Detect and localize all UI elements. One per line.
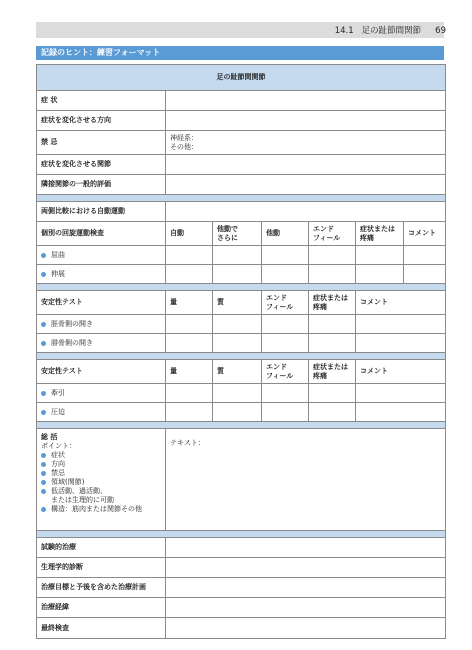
section-gap: [37, 422, 445, 429]
bilateral-row: [37, 202, 445, 222]
direction-row: [37, 111, 445, 131]
rom-cell[interactable]: [404, 246, 445, 264]
bullet-icon: [41, 391, 46, 396]
treatment-plan-row: [37, 578, 445, 598]
stab2-header-endfeel: エンド フィール: [262, 360, 309, 383]
rom-cell[interactable]: [166, 246, 213, 264]
stab2-header-symptom: 症状または 疼痛: [309, 360, 356, 383]
section-title: 足の趾節間関節: [361, 26, 422, 36]
section-gap: [37, 531, 445, 538]
direction-label: 症状を変化させる方向: [37, 111, 166, 130]
bullet-icon: [41, 471, 46, 476]
rom-cell[interactable]: [356, 265, 404, 283]
trial-treatment-field[interactable]: [166, 538, 445, 557]
rom-cell[interactable]: [309, 265, 356, 283]
stab1-cell[interactable]: [213, 315, 262, 333]
rom-cell[interactable]: [309, 246, 356, 264]
stab1-header-quantity: 量: [166, 291, 213, 314]
final-exam-label: 最終検査: [37, 618, 166, 638]
bullet-icon: [41, 453, 46, 458]
rom-header-symptom: 症状または 疼痛: [356, 222, 404, 245]
rom-header-test: 個別の回旋運動検査: [37, 222, 166, 245]
trial-treatment-row: [37, 538, 445, 558]
summary-point: 構造：筋肉または関節その他: [41, 505, 142, 514]
stab2-cell[interactable]: [309, 403, 356, 421]
stab2-header-comment: コメント: [360, 367, 388, 375]
treatment-plan-field[interactable]: [166, 578, 445, 597]
stab1-header-test: 安定性テスト: [37, 291, 166, 314]
section-gap: [37, 195, 445, 202]
rom-header-passive: 他動: [262, 222, 309, 245]
summary-point: 領域(関節): [41, 478, 84, 487]
contraindications-field[interactable]: [166, 131, 445, 154]
symptoms-label: 症 状: [37, 91, 166, 110]
stab2-cell[interactable]: [166, 403, 213, 421]
final-exam-row: [37, 618, 445, 638]
running-header: [335, 24, 446, 36]
treatment-course-field[interactable]: [166, 598, 445, 617]
stab2-row-compression: [37, 403, 445, 422]
stab1-cell[interactable]: [356, 334, 445, 352]
form-title-row: [37, 65, 445, 91]
changing-joint-row: [37, 155, 445, 175]
direction-field[interactable]: [166, 111, 445, 130]
stab2-header-quality: 質: [213, 360, 262, 383]
stab1-cell[interactable]: [262, 334, 309, 352]
treatment-plan-label: 治療目標と予後を含めた治療計画: [37, 578, 166, 597]
physio-diagnosis-row: [37, 558, 445, 578]
adjacent-joint-field[interactable]: [166, 175, 445, 194]
adjacent-joint-row: [37, 175, 445, 195]
summary-row: [37, 429, 445, 531]
stab1-cell[interactable]: [262, 315, 309, 333]
stab1-cell[interactable]: [213, 334, 262, 352]
changing-joint-field[interactable]: [166, 155, 445, 174]
treatment-course-row: [37, 598, 445, 618]
rom-cell[interactable]: [404, 265, 445, 283]
summary-left: [37, 429, 166, 530]
rom-flexion-label: 屈曲: [37, 246, 166, 264]
neural-note: 神経系：: [170, 133, 198, 142]
stab2-cell[interactable]: [213, 384, 262, 402]
bullet-icon: [41, 480, 46, 485]
symptoms-field[interactable]: [166, 91, 445, 110]
stab1-cell[interactable]: [309, 334, 356, 352]
stab1-row-tibial: [37, 315, 445, 334]
treatment-course-label: 治療経緯: [37, 598, 166, 617]
bullet-icon: [41, 462, 46, 467]
stab2-traction-label: 牽引: [37, 384, 166, 402]
stab1-cell[interactable]: [356, 315, 445, 333]
rom-cell[interactable]: [213, 246, 262, 264]
stab1-row-fibular: [37, 334, 445, 353]
summary-label: 総 括: [41, 433, 58, 441]
stab1-header-comment: コメント: [360, 298, 388, 306]
symptoms-row: [37, 91, 445, 111]
rom-header-comment: コメント: [408, 229, 436, 237]
stab2-header-quantity: 量: [166, 360, 213, 383]
contraindications-row: [37, 131, 445, 155]
stab1-cell[interactable]: [166, 334, 213, 352]
bullet-icon: [41, 253, 46, 258]
record-form: [36, 64, 446, 639]
stab2-cell[interactable]: [356, 403, 445, 421]
bilateral-label: 両側比較における自動運動: [37, 202, 166, 221]
bullet-icon: [41, 410, 46, 415]
other-note: その他：: [170, 142, 198, 151]
stab2-cell[interactable]: [356, 384, 445, 402]
summary-point: 方向: [41, 460, 65, 469]
summary-point: 禁忌: [41, 469, 65, 478]
stab2-header-row: [37, 360, 445, 384]
bullet-icon: [41, 322, 46, 327]
summary-text-field[interactable]: [166, 429, 445, 530]
stab1-cell[interactable]: [166, 315, 213, 333]
section-number: 14.1: [334, 26, 354, 36]
rom-row-extension: [37, 265, 445, 284]
stab2-compression-label: 圧迫: [37, 403, 166, 421]
stab2-header-test: 安定性テスト: [37, 360, 166, 383]
stab1-header-quality: 質: [213, 291, 262, 314]
summary-point: 症状: [41, 451, 65, 460]
rom-header-endfeel: エンド フィール: [309, 222, 356, 245]
form-title: 足の趾節間関節: [216, 73, 266, 81]
rom-cell[interactable]: [213, 265, 262, 283]
stab1-header-symptom: 症状または 疼痛: [309, 291, 356, 314]
rom-row-flexion: [37, 246, 445, 265]
rom-cell[interactable]: [356, 246, 404, 264]
rom-header-row: [37, 222, 445, 246]
rom-cell[interactable]: [262, 246, 309, 264]
contraindications-label: 禁 忌: [37, 131, 166, 154]
stab2-cell[interactable]: [213, 403, 262, 421]
stab1-fibular-label: 腓骨側の開き: [37, 334, 166, 352]
trial-treatment-label: 試験的治療: [37, 538, 166, 557]
stab2-row-traction: [37, 384, 445, 403]
section-gap: [37, 284, 445, 291]
bullet-icon: [41, 272, 46, 277]
physio-diagnosis-label: 生理学的診断: [37, 558, 166, 577]
rom-header-passive-further: 他動で さらに: [213, 222, 262, 245]
stab2-cell[interactable]: [262, 384, 309, 402]
summary-points-label: ポイント：: [41, 442, 76, 450]
stab1-header-endfeel: エンド フィール: [262, 291, 309, 314]
stab1-cell[interactable]: [309, 315, 356, 333]
summary-text-label: テキスト：: [170, 439, 205, 447]
section-gap: [37, 353, 445, 360]
stab2-cell[interactable]: [262, 403, 309, 421]
physio-diagnosis-field[interactable]: [166, 558, 445, 577]
bullet-icon: [41, 507, 46, 512]
practice-format-banner: 記録のヒント：練習フォーマット: [36, 46, 444, 60]
stab2-cell[interactable]: [309, 384, 356, 402]
stab1-tibial-label: 脛骨側の開き: [37, 315, 166, 333]
bullet-icon: [41, 489, 46, 494]
bilateral-field[interactable]: [166, 202, 445, 221]
summary-point: 低活動、過活動、: [41, 487, 107, 496]
stab1-header-row: [37, 291, 445, 315]
rom-cell[interactable]: [166, 265, 213, 283]
bullet-icon: [41, 341, 46, 346]
page-number: 69: [435, 26, 446, 36]
summary-point-continuation: または生理的に可動: [51, 496, 114, 504]
stab2-cell[interactable]: [166, 384, 213, 402]
rom-cell[interactable]: [262, 265, 309, 283]
changing-joint-label: 症状を変化させる関節: [37, 155, 166, 174]
rom-header-active: 自動: [166, 222, 213, 245]
final-exam-field[interactable]: [166, 618, 445, 638]
adjacent-joint-label: 隣接関節の一般的評価: [37, 175, 166, 194]
rom-extension-label: 伸展: [37, 265, 166, 283]
